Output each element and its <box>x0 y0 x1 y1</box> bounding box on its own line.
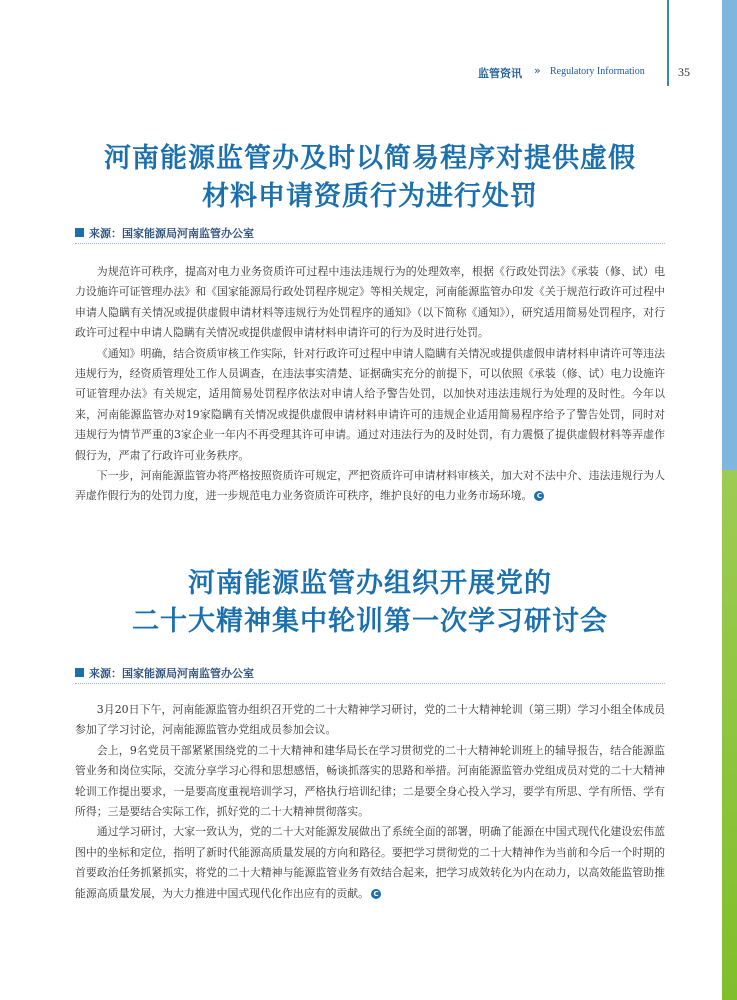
section-name-en: Regulatory Information <box>550 66 645 77</box>
article-1-paragraph-3 <box>75 466 665 507</box>
article-1-body <box>75 262 665 507</box>
page-number: 35 <box>678 65 690 79</box>
side-color-bar-blue <box>722 0 737 470</box>
article-2-source-text: 来源：国家能源局河南监管办公室 <box>89 667 254 680</box>
article-2-paragraph-1: 3月20日下午，河南能源监管办组织召开党的二十大精神学习研讨，党的二十大精神轮训（第三期）学习小组全体成员参加了学习讨论，河南能源监管办党组成员参加会议。 <box>75 703 665 737</box>
article-1-divider <box>75 243 665 244</box>
page-header <box>478 65 718 83</box>
article-1-paragraph-3-text: 下一步，河南能源监管办将严格按照资质许可规定，严把资质许可申请材料审核关，加大对不法中介、违法违规行为人弄虚作假行为的处罚力度，进一步规范电力业务资质许可秩序，维护良好的电力业务市场环境。 <box>75 469 665 503</box>
article-1-title-line-2: 材料申请资质行为进行处罚 <box>202 181 538 212</box>
article-2-paragraph-2: 会上，9名党员干部紧紧围绕党的二十大精神和建华局长在学习贯彻党的二十大精神轮训班上的辅导报告，结合能源监管业务和岗位实际，交流分享学习心得和思想感悟，畅谈抓落实的思路和举措。河南能源监管办党组成员对党的二十大精神轮训工作提出要求，一是要高度重视培训学习，严格执行培训纪律；二是要全身心投入学习，要学有所思、学有所悟、学有所得；三是要结合实际工作，抓好党的二十大精神贯彻落实。 <box>75 743 665 819</box>
article-2-title-line-1: 河南能源监管办组织开展党的 <box>188 568 552 599</box>
article-2-body <box>75 700 665 904</box>
article-2-divider <box>75 683 665 684</box>
article-2-source <box>75 665 665 681</box>
square-bullet-icon <box>75 668 84 677</box>
article-1-title <box>60 140 680 216</box>
square-bullet-icon <box>75 228 84 237</box>
article-2-title <box>60 565 680 641</box>
article-2-paragraph-3-text: 通过学习研讨，大家一致认为，党的二十大对能源发展做出了系统全面的部署，明确了能源在中国式现代化建设宏伟蓝图中的坐标和定位，指明了新时代能源高质量发展的方向和路径。要把学习贯彻党的二十大精神作为当前和今后一个时期的首要政治任务抓紧抓实，将党的二十大精神与能源监管业务有效结合起来，把学习成效转化为内在动力，以高效能监管助推能源高质量发展，为大力推进中国式现代化作出应有的贡献。 <box>75 825 665 900</box>
article-1-source-text: 来源：国家能源局河南监管办公室 <box>89 227 254 240</box>
article-2-title-line-2: 二十大精神集中轮训第一次学习研讨会 <box>132 606 608 637</box>
section-separator: » <box>534 64 541 77</box>
article-2-paragraph-3 <box>75 822 665 904</box>
end-mark-icon: C <box>371 889 381 899</box>
article-1-title-line-1: 河南能源监管办及时以简易程序对提供虚假 <box>104 143 636 174</box>
side-color-bar-green <box>722 470 737 1000</box>
article-1-paragraph-2: 《通知》明确，结合资质审核工作实际，针对行政许可过程中申请人隐瞒有关情况或提供虚假申请材料申请许可等违法违规行为，经资质管理处工作人员调查，在违法事实清楚、证据确实充分的前提下，可以依照《承装（修、试）电力设施许可证管理办法》有关规定，适用简易处罚程序依法对申请人给予警告处罚，以加快对违法违规行为处理的及时性。今年以来，河南能源监管办对19家隐瞒有关情况或提供虚假申请材料申请许可的违规企业适用简易程序给予了警告处罚，同时对违规行为情节严重的3家企业一年内不再受理其许可申请。通过对违法行为的及时处罚，有力震慑了提供虚假材料等弄虚作假行为，严肃了行政许可业务秩序。 <box>75 346 665 462</box>
section-name-cn: 监管资讯 <box>478 67 522 80</box>
end-mark-icon: C <box>534 491 544 501</box>
article-1-paragraph-1: 为规范许可秩序，提高对电力业务资质许可过程中违法违规行为的处理效率，根据《行政处罚法》《承装（修、试）电力设施许可证管理办法》和《国家能源局行政处罚程序规定》等相关规定，河南能源监管办印发《关于规范行政许可过程中申请人隐瞒有关情况或提供虚假申请材料等违规行为处罚程序的通知》（以下简称《通知》），研究适用简易处罚程序，对行政许可过程中申请人隐瞒有关情况或提供虚假申请材料申请许可的行为及时进行处罚。 <box>75 265 665 340</box>
article-1-source <box>75 225 665 241</box>
